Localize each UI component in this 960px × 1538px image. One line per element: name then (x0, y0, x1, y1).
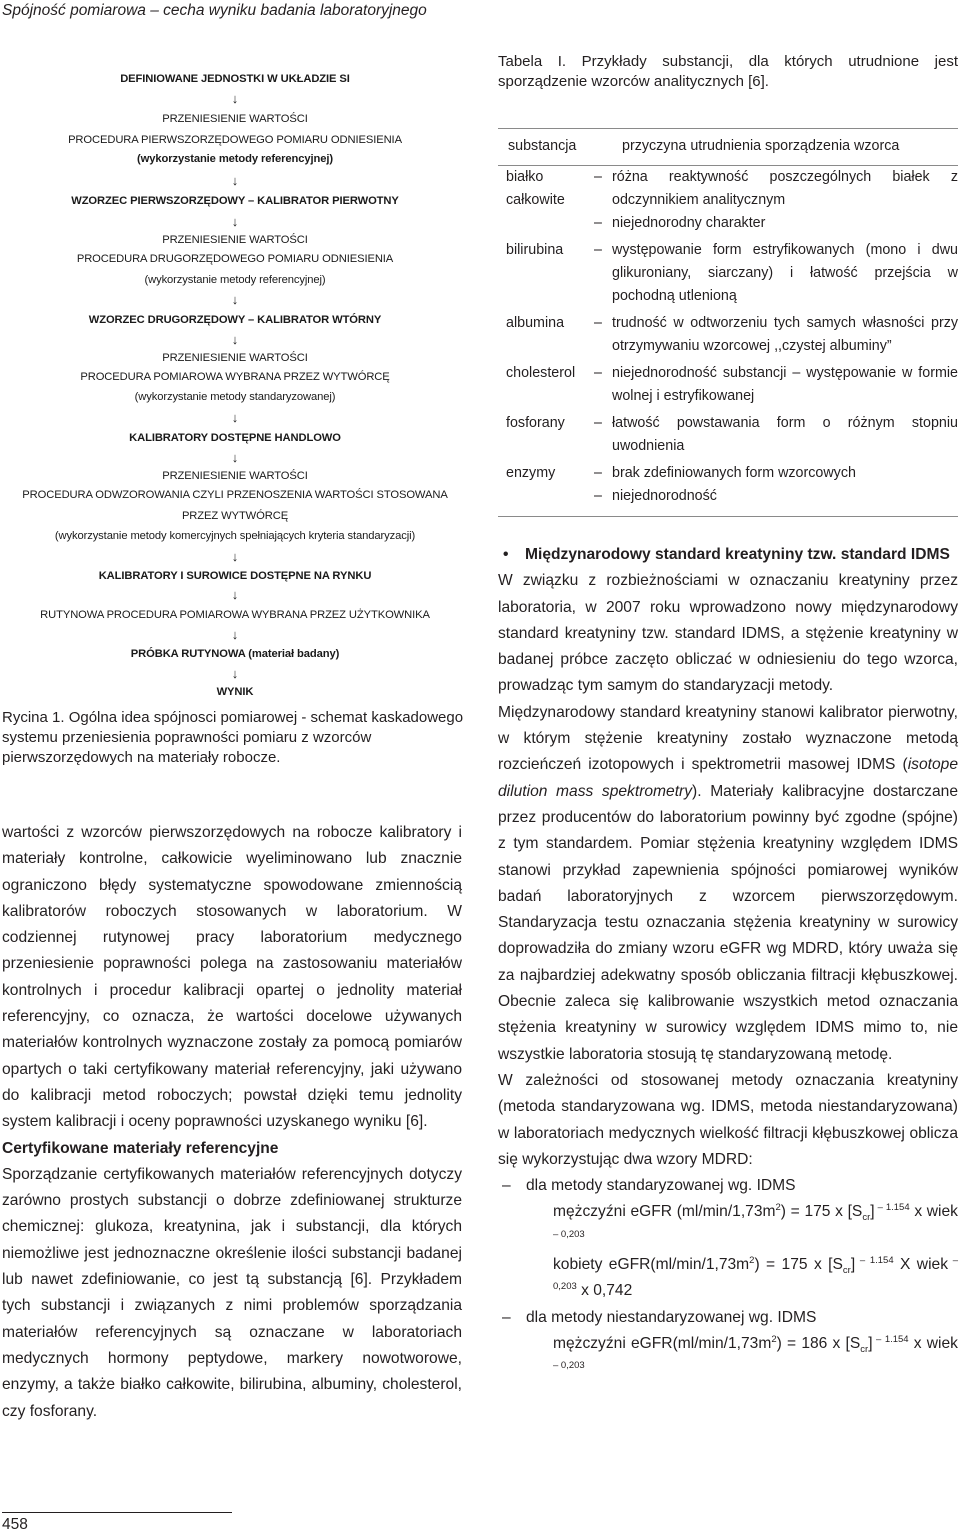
method-item (498, 1173, 958, 1199)
down-arrow-icon: ↓ (231, 410, 239, 425)
figure-caption: Rycina 1. Ogólna idea spójnosci pomiarowej - schemat kaskadowego systemu przeniesienia poprawności pomiaru z wzorców pierwszorzędowych na materiały robocze. (2, 709, 464, 766)
substance-cell: cholesterol (506, 365, 576, 381)
reason-cell (594, 166, 958, 235)
traceability-flowchart (0, 70, 470, 702)
flowchart-line: PRZENIESIENIE WARTOŚCI (162, 113, 308, 125)
body-paragraph (498, 700, 958, 1068)
flowchart-line: RUTYNOWA PROCEDURA POMIAROWA WYBRANA PRZEZ UŻYTKOWNIKA (40, 609, 430, 621)
section-heading: Certyfikowane materiały referencyjne (2, 1139, 279, 1157)
flowchart-line: PRZEZ WYTWÓRCĘ (181, 510, 289, 522)
flowchart-line: (wykorzystanie metody referencyjnej) (137, 153, 333, 165)
page-number: 458 (2, 1516, 28, 1533)
flowchart-line: PROCEDURA POMIAROWA WYBRANA PRZEZ WYTWÓRCĘ (80, 371, 390, 383)
reason-item: – brak zdefiniowanych form wzorcowych (594, 462, 958, 485)
table-caption: Tabela I. Przykłady substancji, dla których utrudnione jest sporządzenie wzorców analitycznych [6]. (498, 53, 958, 90)
reason-item: – różna reaktywność poszczególnych białek z odczynnikiem analitycznym (594, 166, 958, 212)
body-paragraph: Sporządzanie certyfikowanych materiałów referencyjnych dotyczy zarówno prostych substancji o dobrze zdefiniowanej strukturze chemicznej: glukoza, kreatynina, jak i substancji, dla których niemożliwe jest jednoznaczne określenie ilości substancji badanej lub nawet zdefiniowanie, co jest tą substancją [6]. Przykładem tych substancji i związanych z nimi problemów sporządzania materiałów referencyjnych są oznaczane w laboratoriach medycznych hormony peptydowe, markery nowotworowe, enzymy, a także białko całkowite, bilirubina, albuminy, cholesterol, czy fosforany. (2, 1165, 462, 1420)
down-arrow-icon: ↓ (231, 666, 239, 681)
flowchart-line: KALIBRATORY I SUROWICE DOSTĘPNE NA RYNKU (98, 570, 372, 582)
table-header-substance: substancja (508, 138, 577, 154)
flowchart-line: PROCEDURA DRUGORZĘDOWEGO POMIARU ODNIESIENIA (76, 253, 394, 265)
down-arrow-icon: ↓ (231, 292, 239, 307)
flowchart-line: PROCEDURA PIERWSZORZĘDOWEGO POMIARU ODNIESIENIA (68, 134, 402, 146)
down-arrow-icon: ↓ (231, 214, 239, 229)
flowchart-line: WYNIK (216, 686, 254, 698)
down-arrow-icon: ↓ (231, 587, 239, 602)
formula-men-nonstandardized: mężczyźni $eGFR(ml/\min/1,73m^2) = 186$ x $[S_{cr}]$ $^{- 1.154}$ x wiek $^{- 0,203}$ (553, 1333, 958, 1372)
flowchart-line: PROCEDURA ODWZOROWANIA CZYLI PRZENOSZENIA WARTOŚCI STOSOWANA (22, 489, 448, 501)
flowchart-line: PRZENIESIENIE WARTOŚCI (162, 234, 308, 246)
method-item (498, 1305, 958, 1331)
reason-cell (594, 308, 958, 358)
method-label: dla metody standaryzowanej wg. IDMS (526, 1177, 796, 1195)
footer-rule (2, 1512, 232, 1513)
section-heading (498, 542, 958, 568)
body-paragraph: wartości z wzorców pierwszorzędowych na robocze kalibratory i materiały kontrolne, całkowicie wyeliminowano lub znacznie ograniczono błędy systematyczne spowodowane zmiennością kalibratorów roboczych stosowanych w laboratorium. W codziennej rutynowej pracy laboratorium medycznego przeniesienie poprawności polega na zastosowaniu materiałów kontrolnych i procedur kalibracji opartej o jednolity materiał referencyjny, co oznacza, że wartości docelowe używanych materiałów kontrolnych wyznaczone zostały za pomocą pomiarów opartych o taki certyfikowany materiał referencyjny, jaki używano do kalibracji metod roboczych; powstał dzięki temu jednolity system kalibracji i oceny poprawności uzyskanego wyniku [6]. (2, 824, 462, 1131)
down-arrow-icon: ↓ (231, 549, 239, 564)
table-row (498, 408, 958, 458)
flowchart-line: (wykorzystanie metody komercyjnych spełniających kryteria standaryzacji) (54, 530, 416, 542)
table-bottom-rule (498, 516, 958, 517)
substance-cell: enzymy (506, 465, 556, 481)
reason-cell (594, 458, 958, 508)
down-arrow-icon: ↓ (231, 627, 239, 642)
table-row (498, 358, 958, 408)
dash-icon: – (502, 1177, 511, 1195)
flowchart-line: PRZENIESIENIE WARTOŚCI (162, 470, 308, 482)
table-row (498, 166, 958, 235)
right-column (498, 542, 958, 1384)
flowchart-line: (wykorzystanie metody referencyjnej) (144, 274, 326, 286)
method-label: dla metody niestandaryzowanej wg. IDMS (526, 1308, 817, 1326)
table-row (498, 308, 958, 358)
reason-item: – występowanie form estryfikowanych (mono i dwu glikuroniany, siarczany) i łatwość przejścia w pochodną utlenioną (594, 239, 958, 308)
reason-item: – trudność w odtworzeniu tych samych własności przy otrzymywaniu wzorcowej ,,czystej albuminy” (594, 312, 958, 358)
running-header: Spójność pomiarowa – cecha wyniku badania laboratoryjnego (2, 2, 427, 19)
reason-cell (594, 358, 958, 408)
down-arrow-icon: ↓ (231, 332, 239, 347)
formula-women-standardized: kobiety $eGFR(ml/\min/1,73m^2) = 175$ x $[S_{cr}]$ $^{- 1.154}$ X wiek $^{- 0,203}$ x 0,742 (553, 1254, 958, 1300)
flowchart-line: KALIBRATORY DOSTĘPNE HANDLOWO (129, 432, 341, 444)
body-paragraph: W zależności od stosowanej metody oznaczania kreatyniny (metoda standaryzowana wg. IDMS, metoda niestandaryzowana) w laboratoriach medycznych wielkość filtracji kłębuszkowej oblicza się wykorzystując dwa wzory MDRD: (498, 1071, 958, 1168)
reason-item: – łatwość powstawania form o różnym stopniu uwodnienia (594, 412, 958, 458)
reason-item: – niejednorodność substancji – występowanie w formie wolnej i estryfikowanej (594, 362, 958, 408)
flowchart-line: WZORZEC PIERWSZORZĘDOWY – KALIBRATOR PIERWOTNY (71, 195, 399, 207)
left-column (2, 820, 462, 1425)
table-row (498, 235, 958, 308)
reason-cell (594, 408, 958, 458)
text-run: ). Materiały kalibracyjne dostarczane przez producentów do laboratorium powinny być zgodne (spójne) z tym standardem. Pomiar stężenia kreatyniny względem IDMS stanowi przykład zapewnienia spójności pomiarowej wyników badań laboratoryjnych z wzorcem pierwszorzędowym. Standaryzacja testu oznaczania stężenia kreatyniny w surowicy doprowadziła do zmiany wzoru eGFR wg MDRD, który uważa się za najbardziej adekwatny sposób obliczania filtracji kłębuszkowej. Obecnie zaleca się kalibrowanie wszystkich metod oznaczania stężenia kreatyniny w surowicy względem IDMS mimo to, nie wszystkie laboratoria stosują tę standaryzowaną metodę. (498, 782, 958, 1063)
bullet-heading-text: Międzynarodowy standard kreatyniny tzw. standard IDMS (525, 546, 950, 563)
bullet-icon: • (503, 546, 509, 563)
italic-term: isotope dilution mass spektrometry (498, 756, 958, 800)
flowchart-line: DEFINIOWANE JEDNOSTKI W UKŁADZIE SI (120, 73, 350, 85)
flowchart-line: PRZENIESIENIE WARTOŚCI (162, 352, 308, 364)
substance-cell: albumina (506, 315, 565, 331)
table-header-reason: przyczyna utrudnienia sporządzenia wzorca (622, 138, 900, 154)
reason-item: – niejednorodny charakter (594, 212, 958, 235)
reason-cell (594, 235, 958, 308)
down-arrow-icon: ↓ (231, 450, 239, 465)
down-arrow-icon: ↓ (231, 173, 239, 188)
text-run: Międzynarodowy standard kreatyniny stanowi kalibrator pierwotny, w którym stężenie kreatyniny zostało wyznaczone metodą rozcieńczeń izotopowych i spektrometrii masowej IDMS ( (498, 703, 958, 774)
body-paragraph: W związku z rozbieżnościami w oznaczaniu kreatyniny przez laboratoria, w 2007 roku wprowadzono nowy międzynarodowy standard kreatyniny tzw. standard IDMS, a stężenie kreatyniny w badanej próbce zaczęto obliczać w odniesieniu do tego wzorca, prowadząc tym samym do standaryzacji metody. (498, 572, 958, 695)
flowchart-line: (wykorzystanie metody standaryzowanej) (134, 391, 336, 403)
table-row (498, 458, 958, 508)
reason-item: – niejednorodność (594, 485, 958, 508)
dash-icon: – (502, 1308, 511, 1326)
substance-cell: fosforany (506, 415, 565, 431)
flowchart-line: WZORZEC DRUGORZĘDOWY – KALIBRATOR WTÓRNY (88, 314, 382, 326)
flowchart-line: PRÓBKA RUTYNOWA (materiał badany) (130, 648, 340, 660)
substance-cell: bilirubina (506, 242, 564, 258)
formula-men-standardized: mężczyźni eGFR $(ml/\min/1,73m^2) = 175$ x $[S_{cr}]$ $^{- 1.154}$ x wiek $^{- 0,203}$ (553, 1202, 958, 1240)
substance-cell: białko całkowite (506, 169, 565, 208)
substances-table (498, 128, 958, 517)
down-arrow-icon: ↓ (231, 91, 239, 106)
